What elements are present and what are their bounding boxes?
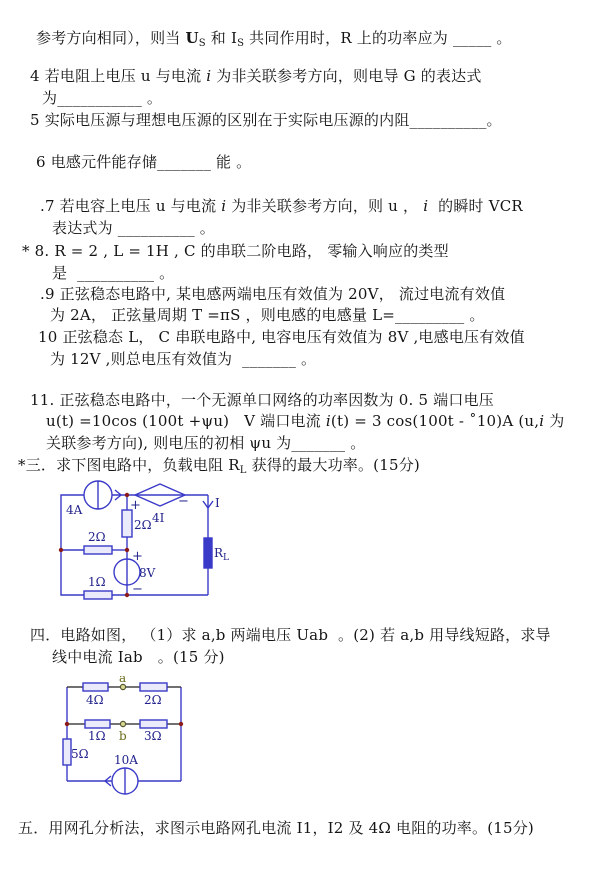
resistor-4ohm [83,683,108,691]
current-I-label: I [215,496,220,510]
junction-dot [65,722,69,726]
circuit-diagram-max-power [48,478,238,617]
junction-dot [59,548,63,552]
dep-plus-sign: + [130,498,141,513]
node-b-label: b [119,729,127,743]
resistor-1ohm [85,720,110,728]
resistor-1ohm-bottom [84,591,112,599]
question-line: u(t) =10cos (100t +ψu) V 端口电流 i(t) = 3 cos(100t - ˚10)A (u,i 为 [46,412,565,430]
question-line: 10 正弦稳态 L， C 串联电路中, 电容电压有效值为 8V ,电感电压有效值 [38,328,525,346]
resistor-4ohm-label: 4Ω [86,693,104,707]
resistor-2ohm-vertical [122,510,132,537]
question-line: 11. 正弦稳态电路中，一个无源单口网络的功率因数为 0. 5 端口电压 [30,391,494,409]
question-line: 表达式为 __________ 。 [52,219,215,237]
question-line: 为___________ 。 [42,89,163,107]
node-a-label: a [119,676,127,685]
dep-source-4I-label: 4I [152,511,165,525]
question-line: 线中电流 Iab 。(15 分) [52,648,225,666]
dep-minus-sign: − [178,494,189,509]
resistor-3ohm [140,720,167,728]
resistor-2ohm [140,683,167,691]
question-line: 参考方向相同），则当 $U_S$ 和 $I_S$ 共同作用时，R 上的功率应为 _____ 。 [36,29,512,49]
question-line: 6 电感元件能存储_______ 能 。 [36,153,252,171]
junction-dot [179,722,183,726]
resistor-2ohm-middle-label: 2Ω [88,530,106,544]
circuit2-svg [58,676,193,806]
resistor-1ohm-label: 1Ω [88,729,106,743]
resistor-2ohm-label: 2Ω [144,693,162,707]
question-line: 4 若电阻上电压 u 与电流 i 为非关联参考方向，则电导 G 的表达式 [30,67,482,85]
circuit1-svg [48,478,238,613]
vs-minus-sign: − [132,582,143,597]
question-line: *三．求下图电路中，负载电阻 $R_L$ 获得的最大功率。(15分) [18,456,420,476]
circuit-diagram-uab [58,676,193,810]
junction-dot [125,493,129,497]
question-line: .9 正弦稳态电路中, 某电感两端电压有效值为 20V， 流过电流有效值 [40,285,506,303]
vs-plus-sign: + [132,549,143,564]
resistor-2ohm-vertical-label: 2Ω [134,518,152,532]
resistor-1ohm-bottom-label: 1Ω [88,575,106,589]
question-line: 关联参考方向), 则电压的初相 ψu 为_______ 。 [46,434,366,452]
resistor-2ohm-middle [84,546,112,554]
load-RL-label: $R_L$ [214,546,230,563]
question-line: 是 __________ 。 [52,264,175,282]
question-line: 为 12V ,则总电压有效值为 _______ 。 [50,350,317,368]
resistor-3ohm-label: 3Ω [144,729,162,743]
source-4A-label: 4A [66,503,83,517]
question-line: 五．用网孔分析法，求图示电路网孔电流 I1，I2 及 4Ω 电阻的功率。(15分) [18,819,534,837]
node-b-terminal [120,721,125,726]
resistor-5ohm-label: 5Ω [71,747,89,761]
question-line: * 8. R = 2 , L = 1H , C 的串联二阶电路， 零输入响应的类型 [22,242,449,260]
question-line: .7 若电容上电压 u 与电流 i 为非关联参考方向，则 u ， i 的瞬时 VCR [40,197,523,215]
question-line: 四．电路如图， （1）求 a,b 两端电压 Uab 。(2) 若 a,b 用导线短路，求导 [30,626,551,644]
voltage-source-8V-label: 8V [139,566,156,580]
question-line: 5 实际电压源与理想电压源的区别在于实际电压源的内阻__________。 [30,111,502,129]
load-resistor-RL [204,538,212,568]
junction-dot [125,593,129,597]
node-a-terminal [120,684,125,689]
junction-dot [125,548,129,552]
resistor-5ohm [63,739,71,765]
question-line: 为 2A， 正弦量周期 T =πS ，则电感的电感量 L=_________ 。 [50,306,485,324]
source-10A-label: 10A [114,753,138,767]
